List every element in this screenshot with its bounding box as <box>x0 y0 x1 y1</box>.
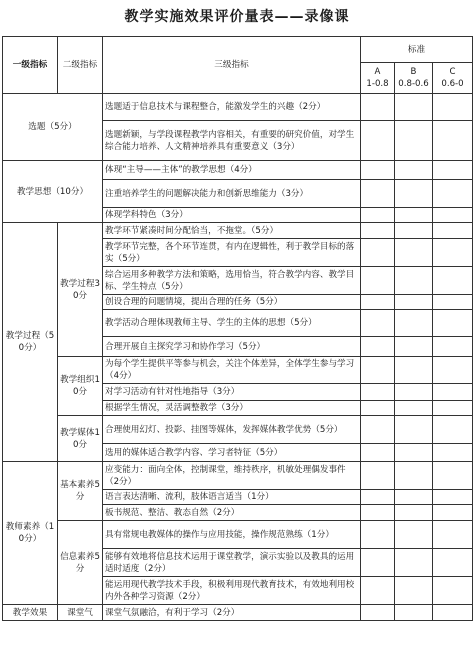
score-a-cell[interactable] <box>361 577 395 605</box>
score-b-cell[interactable] <box>395 337 433 357</box>
score-c-cell[interactable] <box>433 577 473 605</box>
criterion-cell: 应变能力：面向全体，控制课堂，维持秩序，机敏处理偶发事件（2分） <box>103 462 361 490</box>
score-c-cell[interactable] <box>433 208 473 223</box>
score-b-cell[interactable] <box>395 180 433 208</box>
score-a-cell[interactable] <box>361 180 395 208</box>
level2-organization: 教学组织10分 <box>58 357 103 416</box>
header-level3: 三级指标 <box>103 37 361 94</box>
score-a-cell[interactable] <box>361 505 395 521</box>
grade-a: A <box>374 67 381 77</box>
score-c-cell[interactable] <box>433 444 473 462</box>
level2-basic: 基本素养5分 <box>58 462 103 521</box>
score-a-cell[interactable] <box>361 94 395 121</box>
level1-effect: 教学效果 <box>3 605 58 621</box>
criterion-cell: 合理使用幻灯、投影、挂图等媒体，发挥媒体教学优势（5分） <box>103 416 361 444</box>
score-c-cell[interactable] <box>433 267 473 295</box>
score-a-cell[interactable] <box>361 444 395 462</box>
score-b-cell[interactable] <box>395 208 433 223</box>
table-row <box>3 94 473 121</box>
score-b-cell[interactable] <box>395 462 433 490</box>
grade-b-range: 0.8-0.6 <box>398 79 429 89</box>
score-c-cell[interactable] <box>433 180 473 208</box>
score-b-cell[interactable] <box>395 310 433 337</box>
score-b-cell[interactable] <box>395 577 433 605</box>
table-row <box>3 605 473 621</box>
score-a-cell[interactable] <box>361 462 395 490</box>
grade-c-cell <box>433 63 473 94</box>
score-b-cell[interactable] <box>395 521 433 549</box>
score-c-cell[interactable] <box>433 490 473 505</box>
score-c-cell[interactable] <box>433 223 473 239</box>
score-c-cell[interactable] <box>433 416 473 444</box>
criterion-cell: 选题适于信息技术与课程整合，能激发学生的兴趣（2分） <box>103 94 361 121</box>
level2-process-main: 教学过程30分 <box>58 223 103 357</box>
criterion-cell: 根据学生情况，灵活调整教学（3分） <box>103 401 361 416</box>
score-c-cell[interactable] <box>433 357 473 384</box>
criterion-cell: 为每个学生提供平等参与机会，关注个体差异，全体学生参与学习（4分） <box>103 357 361 384</box>
criterion-cell: 注重培养学生的问题解决能力和创新思维能力（3分） <box>103 180 361 208</box>
level1-thought: 教学思想（10分） <box>3 161 103 223</box>
score-b-cell[interactable] <box>395 416 433 444</box>
score-b-cell[interactable] <box>395 444 433 462</box>
score-b-cell[interactable] <box>395 401 433 416</box>
score-c-cell[interactable] <box>433 310 473 337</box>
score-c-cell[interactable] <box>433 337 473 357</box>
table-row <box>3 161 473 180</box>
score-a-cell[interactable] <box>361 357 395 384</box>
criterion-cell: 板书规范、整洁、教态自然（2分） <box>103 505 361 521</box>
criterion-cell: 综合运用多种教学方法和策略，选用恰当，符合教学内容、教学目标、学生特点（5分） <box>103 267 361 295</box>
score-b-cell[interactable] <box>395 161 433 180</box>
score-a-cell[interactable] <box>361 416 395 444</box>
score-b-cell[interactable] <box>395 267 433 295</box>
score-a-cell[interactable] <box>361 549 395 577</box>
score-c-cell[interactable] <box>433 295 473 310</box>
criterion-cell: 能运用现代教学技术手段，积极利用现代教育技术，有效地利用校内外各种学习资源（2分） <box>103 577 361 605</box>
level1-literacy: 教师素养（10分） <box>3 462 58 605</box>
score-a-cell[interactable] <box>361 239 395 267</box>
grade-b: B <box>410 67 417 77</box>
header-row <box>3 37 473 63</box>
table-row <box>3 223 473 239</box>
criterion-cell: 能够有效地将信息技术运用于课堂教学，演示实验以及教具的运用适时适度（2分） <box>103 549 361 577</box>
score-c-cell[interactable] <box>433 161 473 180</box>
score-b-cell[interactable] <box>395 239 433 267</box>
score-a-cell[interactable] <box>361 490 395 505</box>
score-a-cell[interactable] <box>361 521 395 549</box>
criterion-cell: 合理开展自主探究学习和协作学习（5分） <box>103 337 361 357</box>
score-a-cell[interactable] <box>361 121 395 161</box>
score-c-cell[interactable] <box>433 549 473 577</box>
criterion-cell: 课堂气氛融洽，有利于学习（2分） <box>103 605 361 621</box>
score-c-cell[interactable] <box>433 521 473 549</box>
score-b-cell[interactable] <box>395 490 433 505</box>
grade-c: C <box>449 67 456 77</box>
grade-a-cell <box>361 63 395 94</box>
score-c-cell[interactable] <box>433 462 473 490</box>
criterion-cell: 体现学科特色（3分） <box>103 208 361 223</box>
grade-b-cell <box>395 63 433 94</box>
score-a-cell[interactable] <box>361 605 395 621</box>
score-c-cell[interactable] <box>433 505 473 521</box>
score-a-cell[interactable] <box>361 295 395 310</box>
score-a-cell[interactable] <box>361 384 395 401</box>
score-b-cell[interactable] <box>395 121 433 161</box>
header-level1: 一级指标 <box>3 37 58 94</box>
score-b-cell[interactable] <box>395 357 433 384</box>
grade-c-range: 0.6-0 <box>441 79 464 89</box>
score-c-cell[interactable] <box>433 121 473 161</box>
evaluation-table <box>2 36 473 621</box>
criterion-cell: 对学习活动有针对性地指导（3分） <box>103 384 361 401</box>
score-b-cell[interactable] <box>395 549 433 577</box>
level2-media: 教学媒体10分 <box>58 416 103 462</box>
score-a-cell[interactable] <box>361 310 395 337</box>
grade-a-range: 1-0.8 <box>366 79 389 89</box>
criterion-cell: 语言表达清晰、流利，肢体语言适当（1分） <box>103 490 361 505</box>
header-level2: 二级指标 <box>58 37 103 94</box>
level2-classroom: 课堂气 <box>58 605 103 621</box>
level2-info: 信息素养5分 <box>58 521 103 605</box>
score-c-cell[interactable] <box>433 401 473 416</box>
score-a-cell[interactable] <box>361 267 395 295</box>
table-row <box>3 521 473 549</box>
score-a-cell[interactable] <box>361 337 395 357</box>
level1-topic: 选题（5分） <box>3 94 103 161</box>
score-c-cell[interactable] <box>433 239 473 267</box>
form-title: 教学实施效果评价量表——录像课 <box>124 9 350 25</box>
score-c-cell[interactable] <box>433 94 473 121</box>
score-b-cell[interactable] <box>395 384 433 401</box>
criterion-cell: 创设合理的问题情境，提出合理的任务（5分） <box>103 295 361 310</box>
score-b-cell[interactable] <box>395 505 433 521</box>
criterion-cell: 具有常规电教媒体的操作与应用技能，操作规范熟练（1分） <box>103 521 361 549</box>
score-b-cell[interactable] <box>395 295 433 310</box>
level1-process: 教学过程（50分） <box>3 223 58 462</box>
table-row <box>3 462 473 490</box>
score-a-cell[interactable] <box>361 208 395 223</box>
criterion-cell: 选用的媒体适合教学内容、学习者特征（5分） <box>103 444 361 462</box>
table-row <box>3 416 473 444</box>
score-b-cell[interactable] <box>395 223 433 239</box>
score-b-cell[interactable] <box>395 605 433 621</box>
score-a-cell[interactable] <box>361 161 395 180</box>
criterion-cell: 教学环节紧凑时间分配恰当，不拖堂。（5分） <box>103 223 361 239</box>
criterion-cell: 体现“主导——主体”的教学思想（4分） <box>103 161 361 180</box>
header-standard: 标准 <box>361 37 473 63</box>
table-row <box>3 357 473 384</box>
criterion-cell: 教学环节完整，各个环节连贯，有内在逻辑性，利于教学目标的落实（5分） <box>103 239 361 267</box>
score-c-cell[interactable] <box>433 605 473 621</box>
criterion-cell: 教学活动合理体现教师主导、学生的主体的思想（5分） <box>103 310 361 337</box>
score-a-cell[interactable] <box>361 401 395 416</box>
score-a-cell[interactable] <box>361 223 395 239</box>
score-b-cell[interactable] <box>395 94 433 121</box>
score-c-cell[interactable] <box>433 384 473 401</box>
criterion-cell: 选题新颖，与学段课程教学内容相关，有重要的研究价值，对学生综合能力培养、人文精神培养具有重要意义（3分） <box>103 121 361 161</box>
